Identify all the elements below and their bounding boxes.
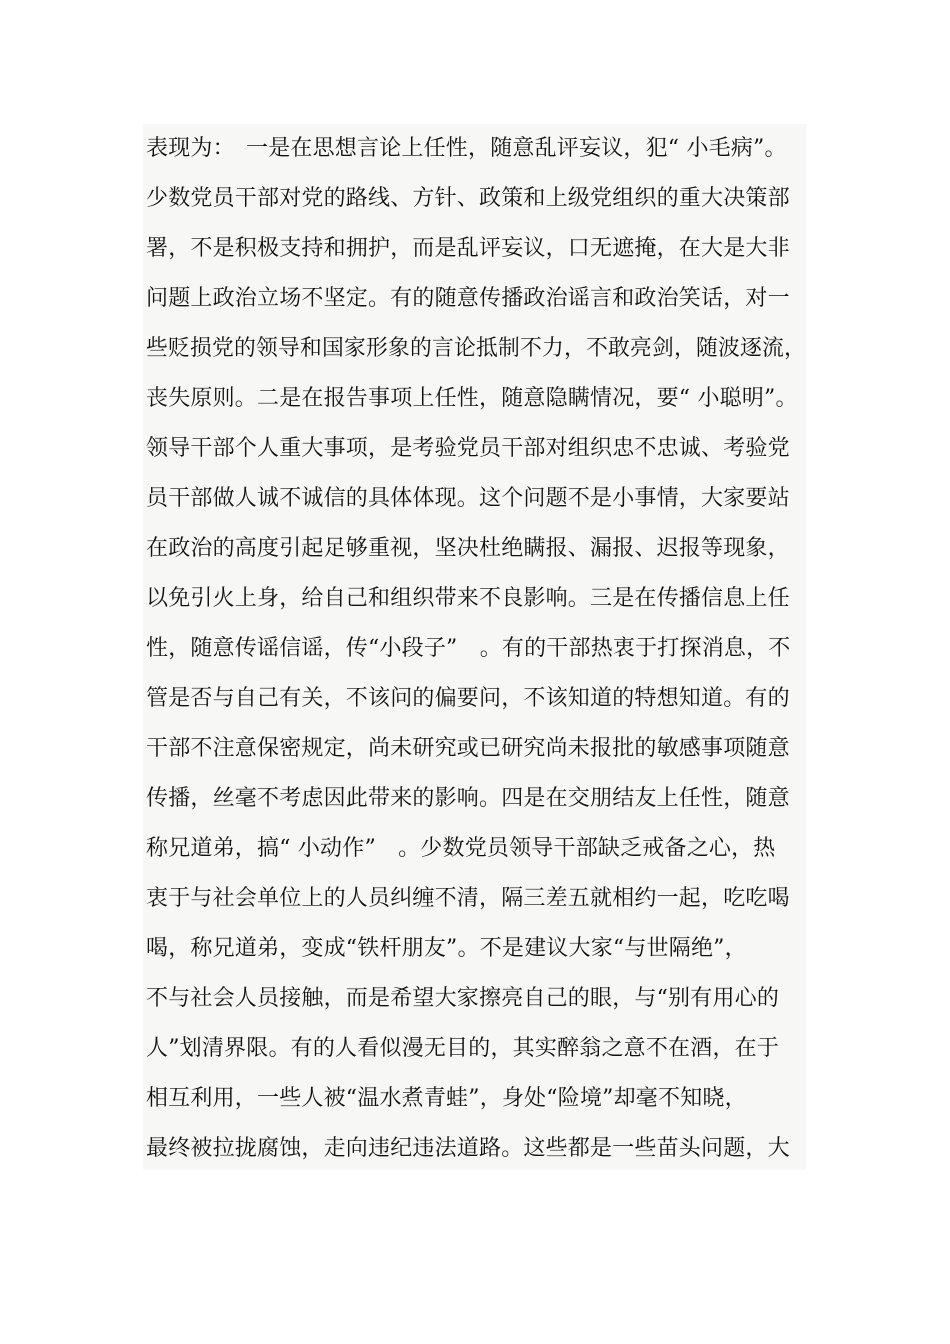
text-line: 署，不是积极支持和拥护，而是乱评妄议，口无遮掩，在大是大非 [146,236,790,261]
text-line: 喝，称兄道弟，变成“铁杆朋友”。不是建议大家“与世隔绝”， [146,936,747,961]
text-line: 不与社会人员接触，而是希望大家擦亮自己的眼，与“别有用心的 [146,986,780,1011]
text-line: 在政治的高度引起足够重视，坚决杜绝瞒报、漏报、迟报等现象， [146,536,790,561]
text-line: 管是否与自己有关，不该问的偏要问，不该知道的特想知道。有的 [146,686,790,711]
text-line: 相互利用，一些人被“温水煮青蛙”，身处“险境”却毫不知晓， [146,1086,747,1111]
text-line: 人”划清界限。有的人看似漫无目的，其实醉翁之意不在酒，在于 [146,1036,780,1061]
text-line: 领导干部个人重大事项，是考验党员干部对组织忠不忠诚、考验党 [146,436,790,461]
text-line: 性，随意传谣信谣，传“小段子” 。有的干部热衷于打探消息，不 [146,636,791,661]
body-text-block [143,124,806,1170]
text-line: 以免引火上身，给自己和组织带来不良影响。三是在传播信息上任 [146,586,790,611]
text-line: 干部不注意保密规定，尚未研究或已研究尚未报批的敏感事项随意 [146,736,790,761]
text-line: 衷于与社会单位上的人员纠缠不清，隔三差五就相约一起，吃吃喝 [146,886,790,911]
text-line: 少数党员干部对党的路线、方针、政策和上级党组织的重大决策部 [146,186,790,211]
text-line: 问题上政治立场不坚定。有的随意传播政治谣言和政治笑话，对一 [146,286,790,311]
text-line: 称兄道弟，搞“ 小动作” 。少数党员领导干部缺乏戒备之心，热 [146,836,776,861]
text-line: 表现为： 一是在思想言论上任性，随意乱评妄议，犯“ 小毛病”。 [146,136,787,161]
text-line: 些贬损党的领导和国家形象的言论抵制不力，不敢亮剑，随波逐流， [146,336,807,361]
text-line: 丧失原则。二是在报告事项上任性，随意隐瞒情况，要“ 小聪明”。 [146,386,798,411]
text-line: 员干部做人诚不诚信的具体体现。这个问题不是小事情，大家要站 [146,486,790,511]
text-line: 传播，丝毫不考虑因此带来的影响。四是在交朋结友上任性，随意 [146,786,790,811]
text-line: 最终被拉拢腐蚀，走向违纪违法道路。这些都是一些苗头问题，大 [146,1136,790,1161]
